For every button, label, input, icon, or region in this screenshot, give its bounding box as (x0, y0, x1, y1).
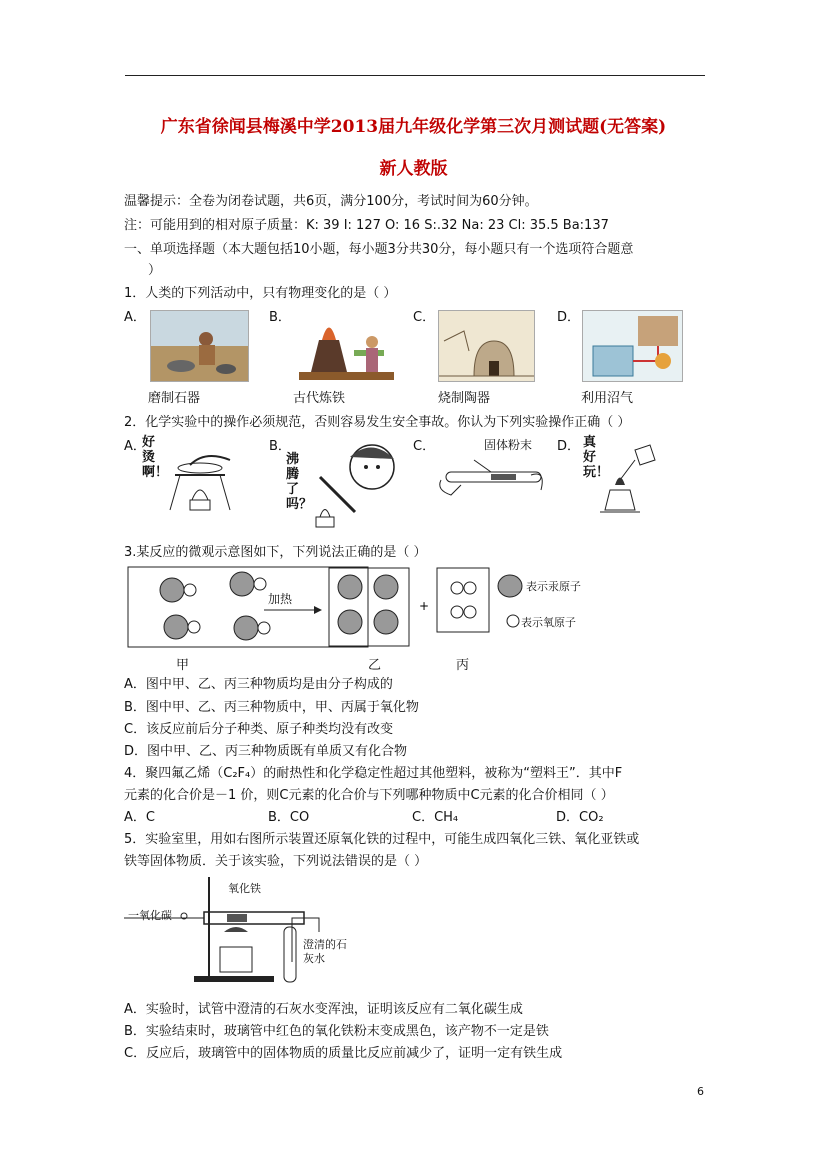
q4-option-a: A．C (124, 810, 155, 825)
q3-label-bing: 丙 (456, 658, 470, 673)
q3-stem: 3.某反应的微观示意图如下，下列说法正确的是（ ） (124, 545, 427, 560)
powder-in-test-tube-illustration (436, 450, 546, 505)
section-heading-close: ） (148, 263, 162, 278)
section-heading: 一、单项选择题（本大题包括10小题，每小题3分共30分，每小题只有一个选项符合题意 (124, 242, 634, 257)
heating-test-tube-illustration (300, 437, 400, 529)
page-subtitle: 新人教版 (379, 159, 448, 179)
ancient-ironmaking-image (294, 310, 399, 382)
q5-option-a: A．实验时，试管中澄清的石灰水变浑浊，证明该反应有二氧化碳生成 (124, 1002, 523, 1017)
biogas-image (582, 310, 683, 382)
q2-stem: 2．化学实验中的操作必须规范，否则容易发生安全事故。你认为下列实验操作正确（ ） (124, 415, 631, 430)
q5-option-b: B．实验结束时，玻璃管中红色的氧化铁粉末变成黑色，该产物不一定是铁 (124, 1024, 549, 1039)
page-number: 6 (697, 1085, 704, 1098)
q2-option-a-letter: A． (124, 439, 146, 454)
q1-option-d-letter: D． (557, 310, 581, 325)
q5-label-limewater: 澄清的石灰水 (303, 938, 347, 965)
q1-option-b-letter: B． (269, 310, 291, 325)
q1-option-c-letter: C． (413, 310, 436, 325)
q5-option-c: C．反应后，玻璃管中的固体物质的质量比反应前减少了，证明一定有铁生成 (124, 1046, 563, 1061)
q1-option-a-letter: A． (124, 310, 146, 325)
q5-label-iron-oxide: 氧化铁 (228, 882, 261, 895)
q4-option-b: B．CO (268, 810, 310, 825)
q2-d-speech: 真好玩！ (583, 435, 610, 480)
q3-option-d: D．图中甲、乙、丙三种物质既有单质又有化合物 (124, 744, 408, 759)
q4-line2: 元素的化合价是－1 价，则C元素的化合价与下列哪种物质中C元素的化合价相同（ ） (124, 788, 614, 803)
exam-tip: 温馨提示：全卷为闭卷试题，共6页，满分100分，考试时间为60分钟。 (124, 194, 538, 209)
q1-caption-b: 古代炼铁 (293, 391, 346, 406)
q1-stem: 1．人类的下列活动中，只有物理变化的是（ ） (124, 286, 397, 301)
q3-label-yi: 乙 (368, 658, 382, 673)
q3-legend-hg: 表示汞原子 (526, 580, 581, 593)
q4-line1: 4．聚四氟乙烯（C₂F₄）的耐热性和化学稳定性超过其他塑料，被称为“塑料王”．其中F (124, 766, 623, 781)
q1-caption-d: 利用沼气 (581, 391, 634, 406)
stone-grinding-image (150, 310, 249, 382)
q3-option-b: B．图中甲、乙、丙三种物质中，甲、丙属于氧化物 (124, 700, 419, 715)
q3-legend-o: 表示氧原子 (521, 616, 576, 629)
q5-line1: 5．实验室里，用如右图所示装置还原氧化铁的过程中，可能生成四氧化三铁、氧化亚铁或 (124, 832, 640, 847)
q3-arrow-label: 加热 (268, 592, 293, 606)
q2-option-b-letter: B． (269, 439, 291, 454)
q3-label-jia: 甲 (176, 658, 190, 673)
q1-caption-a: 磨制石器 (148, 391, 201, 406)
q5-label-co: 一氧化碳 (128, 909, 172, 922)
q4-option-d: D．CO₂ (556, 810, 604, 825)
evaporating-dish-illustration (160, 440, 240, 515)
q2-a-speech: 好烫啊！ (142, 435, 169, 480)
q3-option-c: C．该反应前后分子种类、原子种类均没有改变 (124, 722, 394, 737)
micro-reaction-diagram (124, 562, 614, 652)
q2-option-c-letter: C． (413, 439, 436, 454)
q2-option-d-letter: D． (557, 439, 581, 454)
alcohol-lamp-lighting-illustration (595, 440, 665, 515)
q4-option-c: C．CH₄ (412, 810, 459, 825)
pottery-firing-image (438, 310, 535, 382)
q2-b-speech: 沸腾了吗？ (286, 452, 313, 512)
q1-caption-c: 烧制陶器 (438, 391, 491, 406)
atomic-mass-note: 注：可能用到的相对原子质量：K: 39 I: 127 O: 16 S:.32 Na: 23 Cl: 35.5 Ba:137 (124, 218, 609, 233)
q2-c-label: 固体粉末 (484, 438, 533, 452)
q5-line2: 铁等固体物质．关于该实验，下列说法错误的是（ ） (124, 854, 428, 869)
q3-option-a: A．图中甲、乙、丙三种物质均是由分子构成的 (124, 677, 393, 692)
header-rule (125, 75, 705, 76)
svg-text:+: + (419, 599, 430, 613)
page-title: 广东省徐闻县梅溪中学2013届九年级化学第三次月测试题(无答案) (160, 117, 667, 137)
